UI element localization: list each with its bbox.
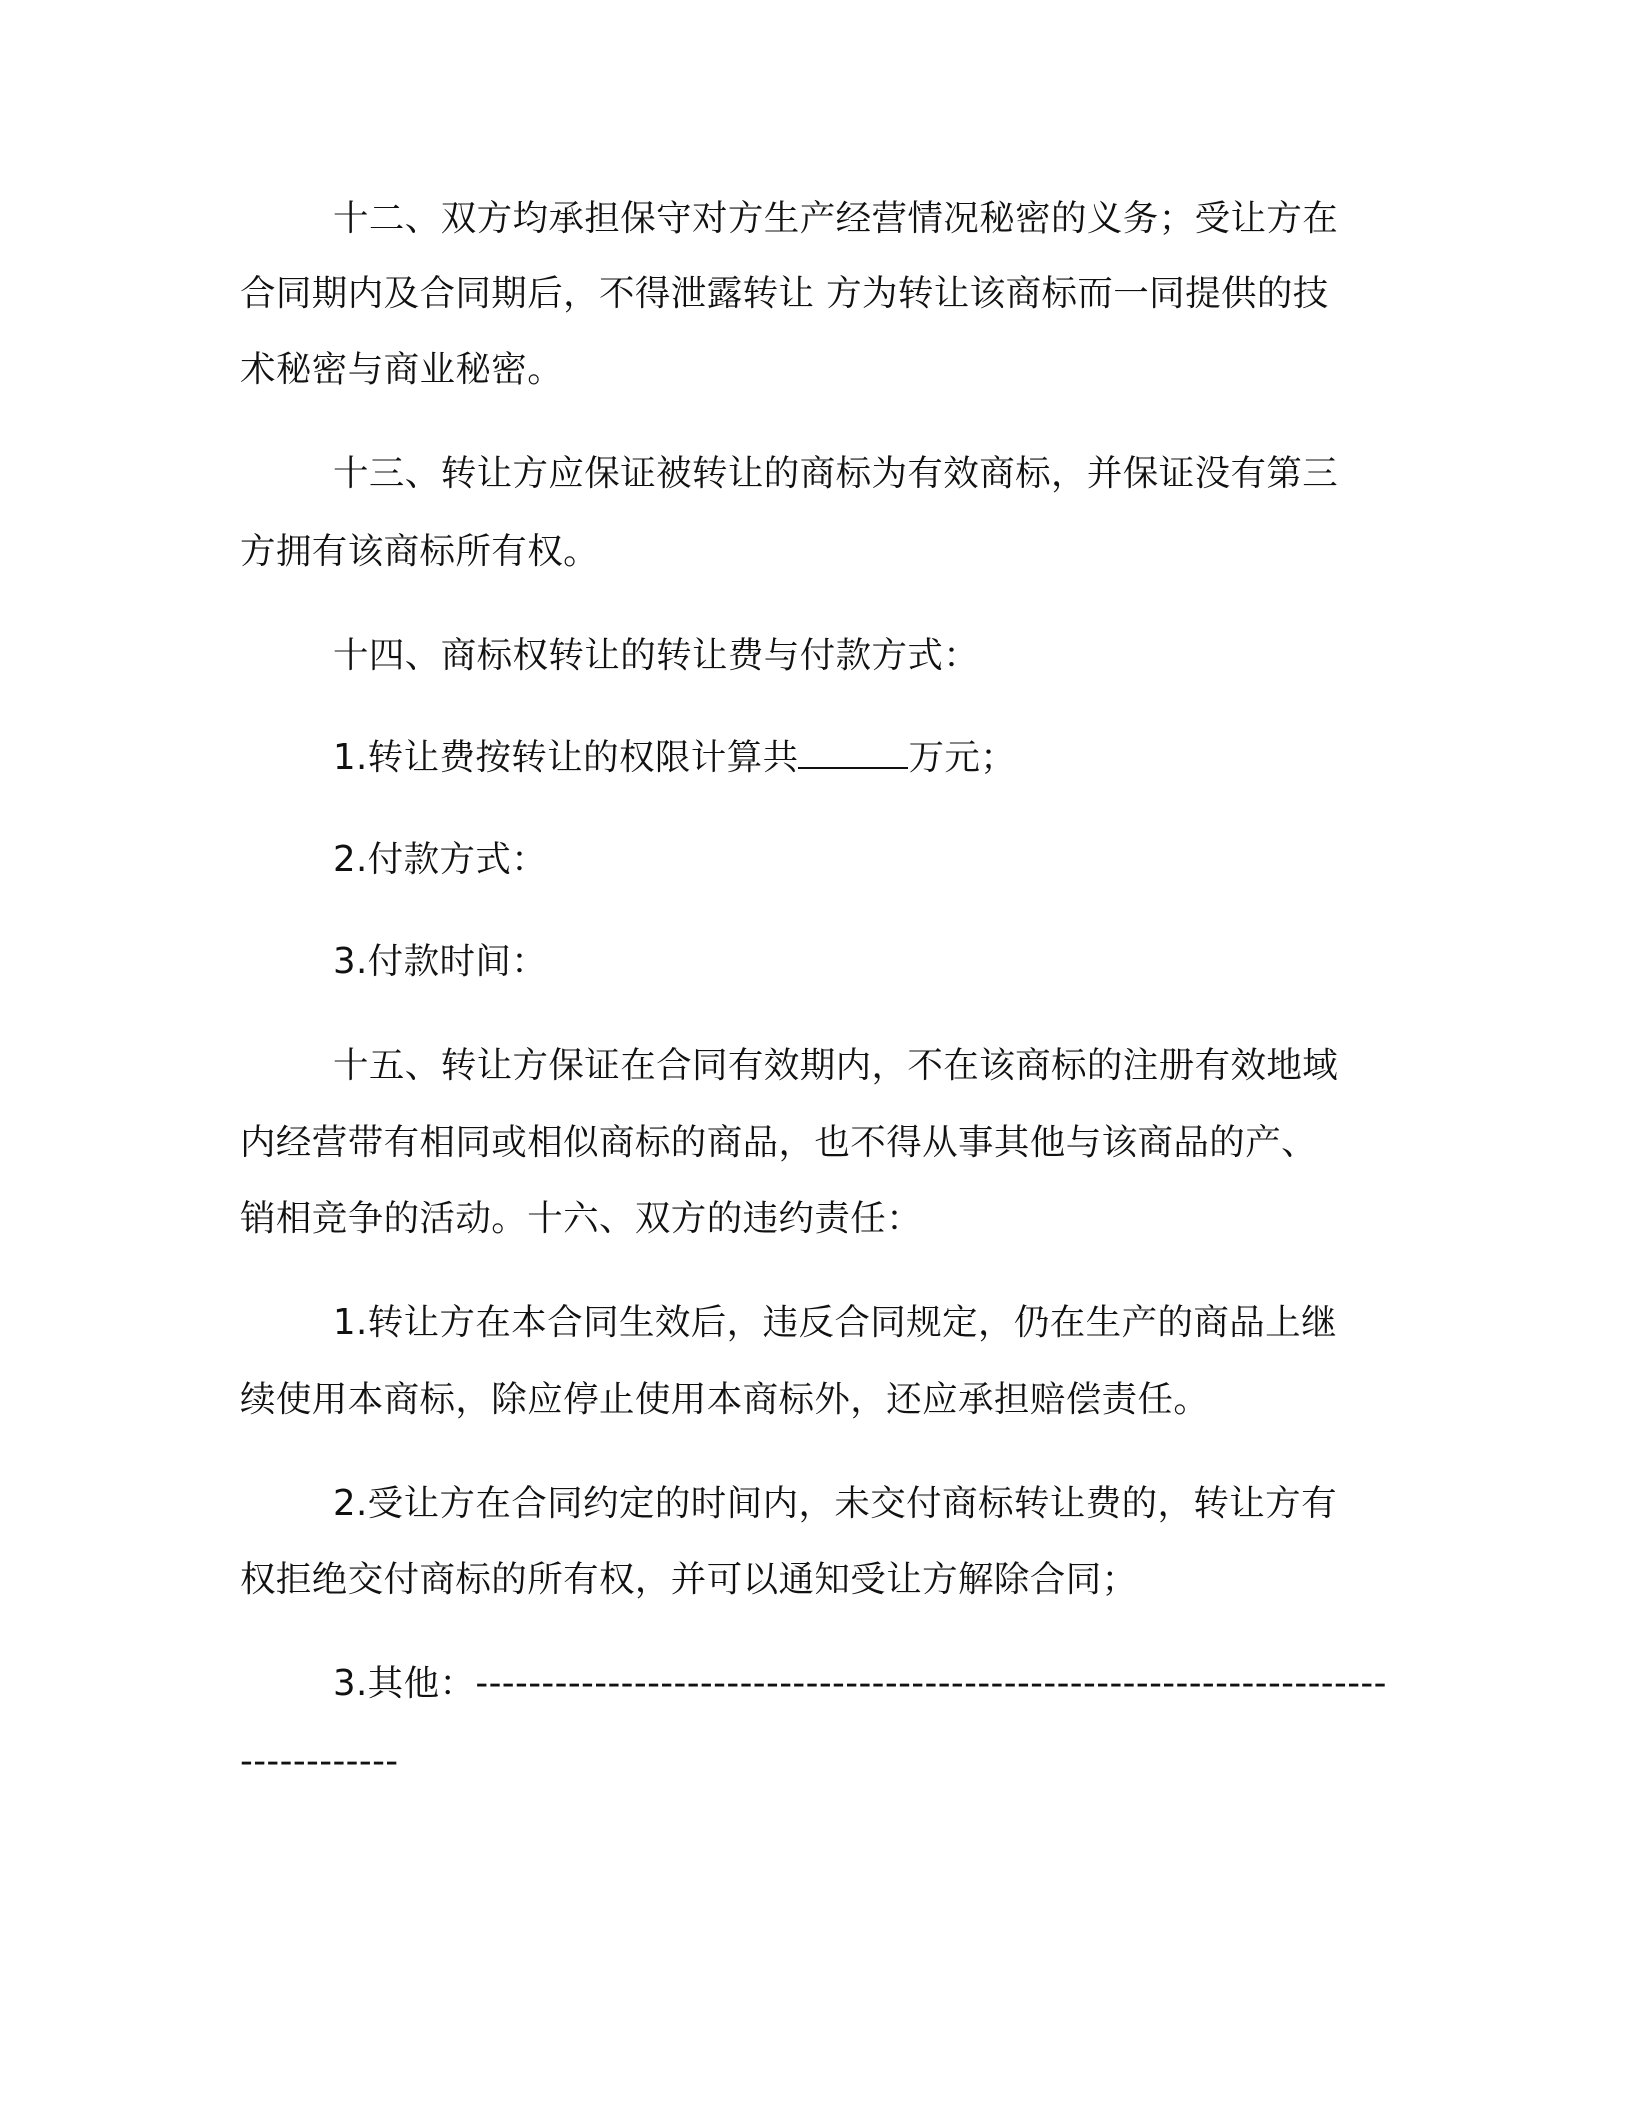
- fee-text-before: 1.转让费按转让的权限计算共: [333, 737, 799, 778]
- section-12-line-1: 十二、双方均承担保守对方生产经营情况秘密的义务；受让方在: [333, 198, 1339, 239]
- section-14-item-3: 3.付款时间：: [333, 941, 548, 982]
- section-15-line-1: 十五、转让方保证在合同有效期内，不在该商标的注册有效地域: [333, 1045, 1339, 1086]
- section-12-line-2: 合同期内及合同期后，不得泄露转让 方为转让该商标而一同提供的技: [240, 273, 1329, 314]
- fee-text-after: 万元；: [908, 737, 1017, 778]
- section-14-heading: 十四、商标权转让的转让费与付款方式：: [333, 635, 980, 676]
- fee-amount-blank: [798, 737, 908, 769]
- section-15-line-2: 内经营带有相同或相似商标的商品，也不得从事其他与该商品的产、: [240, 1122, 1318, 1163]
- section-14-item-2: 2.付款方式：: [333, 839, 548, 880]
- section-16-item-1-line-1: 1.转让方在本合同生效后，违反合同规定，仍在生产的商品上继: [333, 1302, 1337, 1343]
- section-16-item-3-line-2: ------------: [240, 1741, 399, 1782]
- section-14-item-1: [333, 736, 1016, 780]
- section-16-item-2-line-1: 2.受让方在合同约定的时间内，未交付商标转让费的，转让方有: [333, 1483, 1337, 1524]
- section-16-item-1-line-2: 续使用本商标，除应停止使用本商标外，还应承担赔偿责任。: [240, 1379, 1210, 1420]
- section-16-item-3-line-1: 3.其他：---------------------------------------------------------------------: [333, 1663, 1387, 1704]
- section-12-line-3: 术秘密与商业秘密。: [240, 349, 564, 390]
- section-13-line-2: 方拥有该商标所有权。: [240, 531, 600, 572]
- section-16-item-2-line-2: 权拒绝交付商标的所有权，并可以通知受让方解除合同；: [240, 1559, 1138, 1600]
- section-13-line-1: 十三、转让方应保证被转让的商标为有效商标，并保证没有第三: [333, 453, 1339, 494]
- section-15-line-3: 销相竞争的活动。十六、双方的违约责任：: [240, 1198, 923, 1239]
